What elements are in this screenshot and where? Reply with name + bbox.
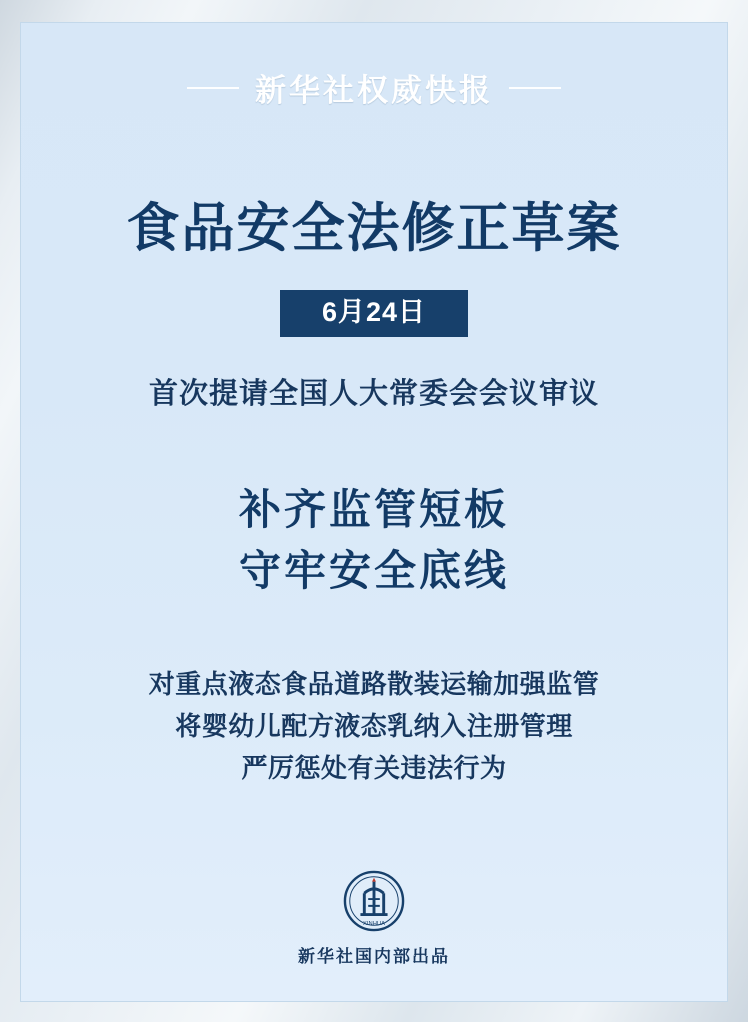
header-brand-bar xyxy=(21,65,727,110)
poster-inner-panel xyxy=(20,22,728,1002)
header-rule-left xyxy=(187,87,239,89)
footer xyxy=(21,870,727,967)
key-point: 将婴幼儿配方液态乳纳入注册管理 xyxy=(175,711,573,741)
page-title: 食品安全法修正草案 xyxy=(126,199,622,258)
key-point: 对重点液态食品道路散装运输加强监管 xyxy=(148,669,600,699)
header-rule-right xyxy=(509,87,561,89)
slogan-line-1: 补齐监管短板 xyxy=(238,486,509,533)
key-points-list xyxy=(149,664,600,790)
subtitle-text: 首次提请全国人大常委会会议审议 xyxy=(148,378,599,410)
svg-text:XINHUA: XINHUA xyxy=(363,921,385,928)
slogan-line-2: 守牢安全底线 xyxy=(238,546,509,594)
slogan-block xyxy=(239,480,509,602)
footer-credit: 新华社国内部出品 xyxy=(298,947,450,966)
brand-title: 新华社权威快报 xyxy=(255,73,493,108)
xinhua-agency-logo-icon xyxy=(343,870,405,932)
key-point: 严厉惩处有关违法行为 xyxy=(241,754,507,783)
date-badge: 6月24日 xyxy=(280,290,468,337)
